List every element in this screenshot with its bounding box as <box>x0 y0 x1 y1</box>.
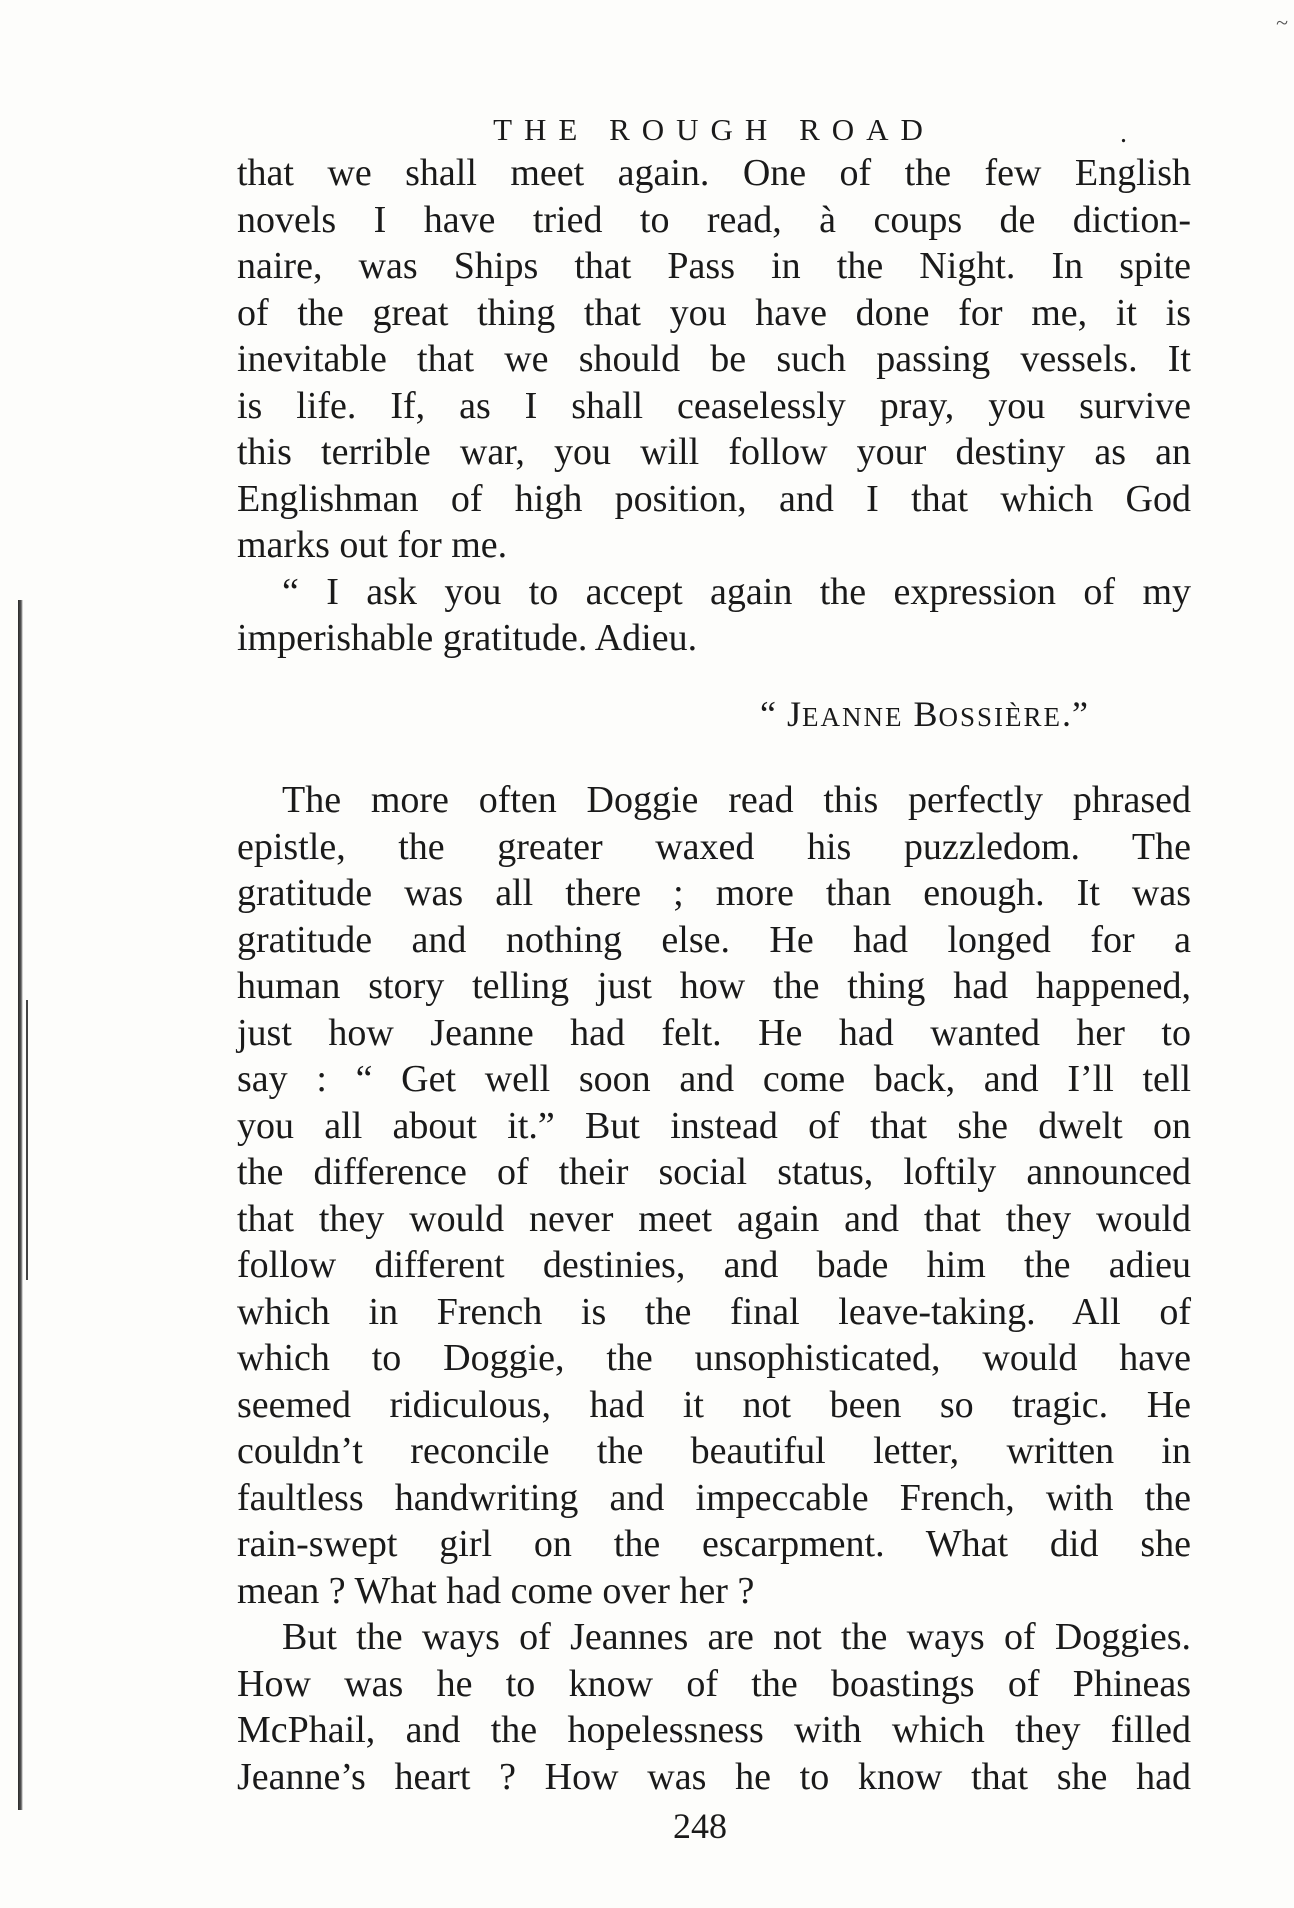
letter-signature <box>760 693 1089 735</box>
text-line: of the great thing that you have done for me, it is <box>237 291 1191 334</box>
text-line: McPhail, and the hopelessness with which they filled <box>237 1709 1191 1751</box>
text-line: Jeanne’s heart ? How was he to know that she had <box>237 1755 1191 1798</box>
text-line: marks out for me. <box>237 524 508 566</box>
text-line: is life. If, as I shall ceaselessly pray, you survive <box>237 384 1191 427</box>
text-line: epistle, the greater waxed his puzzledom. The <box>237 825 1191 868</box>
letter-text-block <box>237 150 1191 662</box>
text-line: gratitude was all there ; more than enough. It was <box>237 872 1191 914</box>
text-line: say : “ Get well soon and come back, and I’ll tell <box>237 1058 1191 1100</box>
running-head-mark: . <box>1120 118 1127 149</box>
text-line: naire, was Ships that Pass in the Night. In spite <box>237 245 1191 287</box>
signature-open: “ J <box>760 694 802 734</box>
text-line: rain-swept girl on the escarpment. What did she <box>237 1523 1191 1565</box>
signature-surname: OSSIÈRE <box>938 702 1063 732</box>
text-line: follow different destinies, and bade him the adieu <box>237 1244 1191 1286</box>
text-line: which in French is the final leave-taking. All of <box>237 1290 1191 1333</box>
text-line: “ I ask you to accept again the expression of my <box>282 570 1191 613</box>
text-line: The more often Doggie read this perfectly phrased <box>282 779 1191 821</box>
signature-close: .” <box>1062 694 1090 734</box>
text-line: novels I have tried to read, à coups de diction- <box>237 198 1191 241</box>
text-line: Englishman of high position, and I that which God <box>237 477 1191 520</box>
text-line: But the ways of Jeannes are not the ways of Doggies. <box>282 1616 1191 1658</box>
text-line: that we shall meet again. One of the few English <box>237 152 1191 194</box>
text-line: imperishable gratitude. Adieu. <box>237 617 698 659</box>
signature-mid: B <box>903 694 939 734</box>
text-line: seemed ridiculous, had it not been so tragic. He <box>237 1383 1191 1426</box>
text-line: gratitude and nothing else. He had longed for a <box>237 918 1191 961</box>
text-line: which to Doggie, the unsophisticated, would have <box>237 1337 1191 1379</box>
text-line: you all about it.” But instead of that she dwelt on <box>237 1104 1191 1147</box>
page-number: 248 <box>673 1806 727 1846</box>
spine-shadow-inner <box>26 1000 28 1280</box>
text-line: couldn’t reconcile the beautiful letter, written in <box>237 1430 1191 1472</box>
text-line: How was he to know of the boastings of Phineas <box>237 1662 1191 1705</box>
text-line: faultless handwriting and impeccable French, with the <box>237 1476 1191 1519</box>
text-line: that they would never meet again and that they would <box>237 1197 1191 1240</box>
text-line: inevitable that we should be such passing vessels. It <box>237 338 1191 380</box>
signature-first-name: EANNE <box>802 702 904 732</box>
text-line: just how Jeanne had felt. He had wanted her to <box>237 1011 1191 1054</box>
text-line: the difference of their social status, loftily announced <box>237 1151 1191 1193</box>
corner-mark: ~ <box>1276 10 1288 35</box>
spine-shadow <box>18 600 23 1810</box>
text-line: human story telling just how the thing had happened, <box>237 965 1191 1007</box>
narrative-text-block <box>237 777 1191 1800</box>
text-line: mean ? What had come over her ? <box>237 1569 755 1612</box>
text-line: this terrible war, you will follow your destiny as an <box>237 431 1191 473</box>
running-head: THE ROUGH ROAD <box>493 112 935 147</box>
